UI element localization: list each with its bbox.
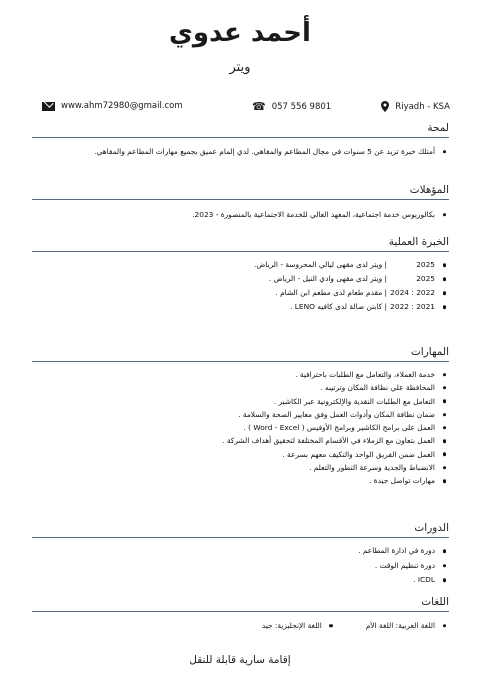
courses-section xyxy=(32,522,449,588)
phone-icon: ☎ xyxy=(252,100,266,113)
list-item: المحافظة علي نظافة المكان وترتيبه . xyxy=(32,381,449,394)
list-item xyxy=(32,258,449,272)
contact-location xyxy=(381,101,450,112)
languages-section xyxy=(32,596,449,630)
experience-text: | ويتر لدى مقهى ليالي المحروسة - الرياض. xyxy=(254,260,387,269)
email-text: www.ahm72980@gmail.com xyxy=(61,101,183,111)
envelope-icon xyxy=(42,102,55,111)
phone-text: 057 556 9801 xyxy=(271,101,332,112)
candidate-name: أحمد عدوي xyxy=(169,18,311,48)
section-heading: الدورات xyxy=(32,522,449,538)
list-item: ضمان نظافة المكان وأدوات العمل وفق معايير الصحة والسلامة . xyxy=(32,408,449,421)
list-item: العمل بتعاون مع الزملاء في الأقسام المختلفة لتحقيق أهداف الشركة . xyxy=(32,434,449,447)
contact-email[interactable] xyxy=(42,101,183,111)
section-heading: المؤهلات xyxy=(32,184,449,200)
list-item: العمل على برامج الكاشير وبرامج الأوفيس ( Word - Excel ) . xyxy=(32,421,449,434)
list-item: مهارات تواصل جيدة . xyxy=(32,474,449,487)
experience-date: 2022 : 2024 xyxy=(390,288,435,297)
section-heading: الخبرة العملية xyxy=(32,236,449,252)
experience-text: | كابتن صالة لدى كافيه LENO . xyxy=(290,302,387,311)
summary-section xyxy=(32,122,449,156)
list-item: التعامل مع الطلبات النقدية والإلكترونية عبر الكاشير . xyxy=(32,395,449,408)
list-item xyxy=(32,286,449,300)
experience-date: 2021 : 2022 xyxy=(390,302,435,311)
qualifications-section xyxy=(32,184,449,219)
location-text: Riyadh - KSA xyxy=(395,101,450,112)
location-pin-icon xyxy=(381,101,389,112)
contact-phone[interactable] xyxy=(252,101,331,112)
contact-bar xyxy=(38,101,450,117)
section-heading: لمحة xyxy=(32,122,449,138)
list-item: الانضباط والجدية وسرعة التطور والتعلم . xyxy=(32,461,449,474)
job-title: ويتر xyxy=(229,60,251,75)
list-item: أمتلك خبرة تزيد عن 5 سنوات في مجال المطاعم والمقاهي. لدي إلمام عميق بجميع مهارات المطاعم والمقاهي. xyxy=(32,147,449,156)
skills-section xyxy=(32,346,449,488)
section-heading: المهارات xyxy=(32,346,449,362)
list-item: بكالوريوس خدمة اجتماعية، المعهد العالي للخدمة الاجتماعية بالمنصورة - 2023. xyxy=(32,210,449,219)
experience-date: 2025 xyxy=(416,260,435,269)
experience-text: | مقدم طعام لدى مطعم ابن الشام . xyxy=(275,288,387,297)
list-item: العمل ضمن الفريق الواحد والتكيف معهم بسرعة . xyxy=(32,448,449,461)
experience-date: 2025 xyxy=(416,274,435,283)
list-item xyxy=(32,272,449,286)
residency-note: إقامة سارية قابلة للنقل xyxy=(189,654,291,666)
language-item: اللغة الإنجليزية: جيد xyxy=(262,621,336,630)
experience-section xyxy=(32,236,449,314)
list-item: دورة تنظيم الوقت . xyxy=(32,559,449,574)
language-item: اللغة العربية: اللغة الأم xyxy=(366,621,449,630)
list-item: خدمة العملاء، والتعامل مع الطلبات باحترافية . xyxy=(32,368,449,381)
list-item xyxy=(32,300,449,314)
list-item: دورة في ادارة المطاعم . xyxy=(32,544,449,559)
list-item: ICDL . xyxy=(32,573,449,588)
section-heading: اللغات xyxy=(32,596,449,612)
experience-text: | ويتر لدى مقهى وادي النيل - الرياض . xyxy=(268,274,387,283)
